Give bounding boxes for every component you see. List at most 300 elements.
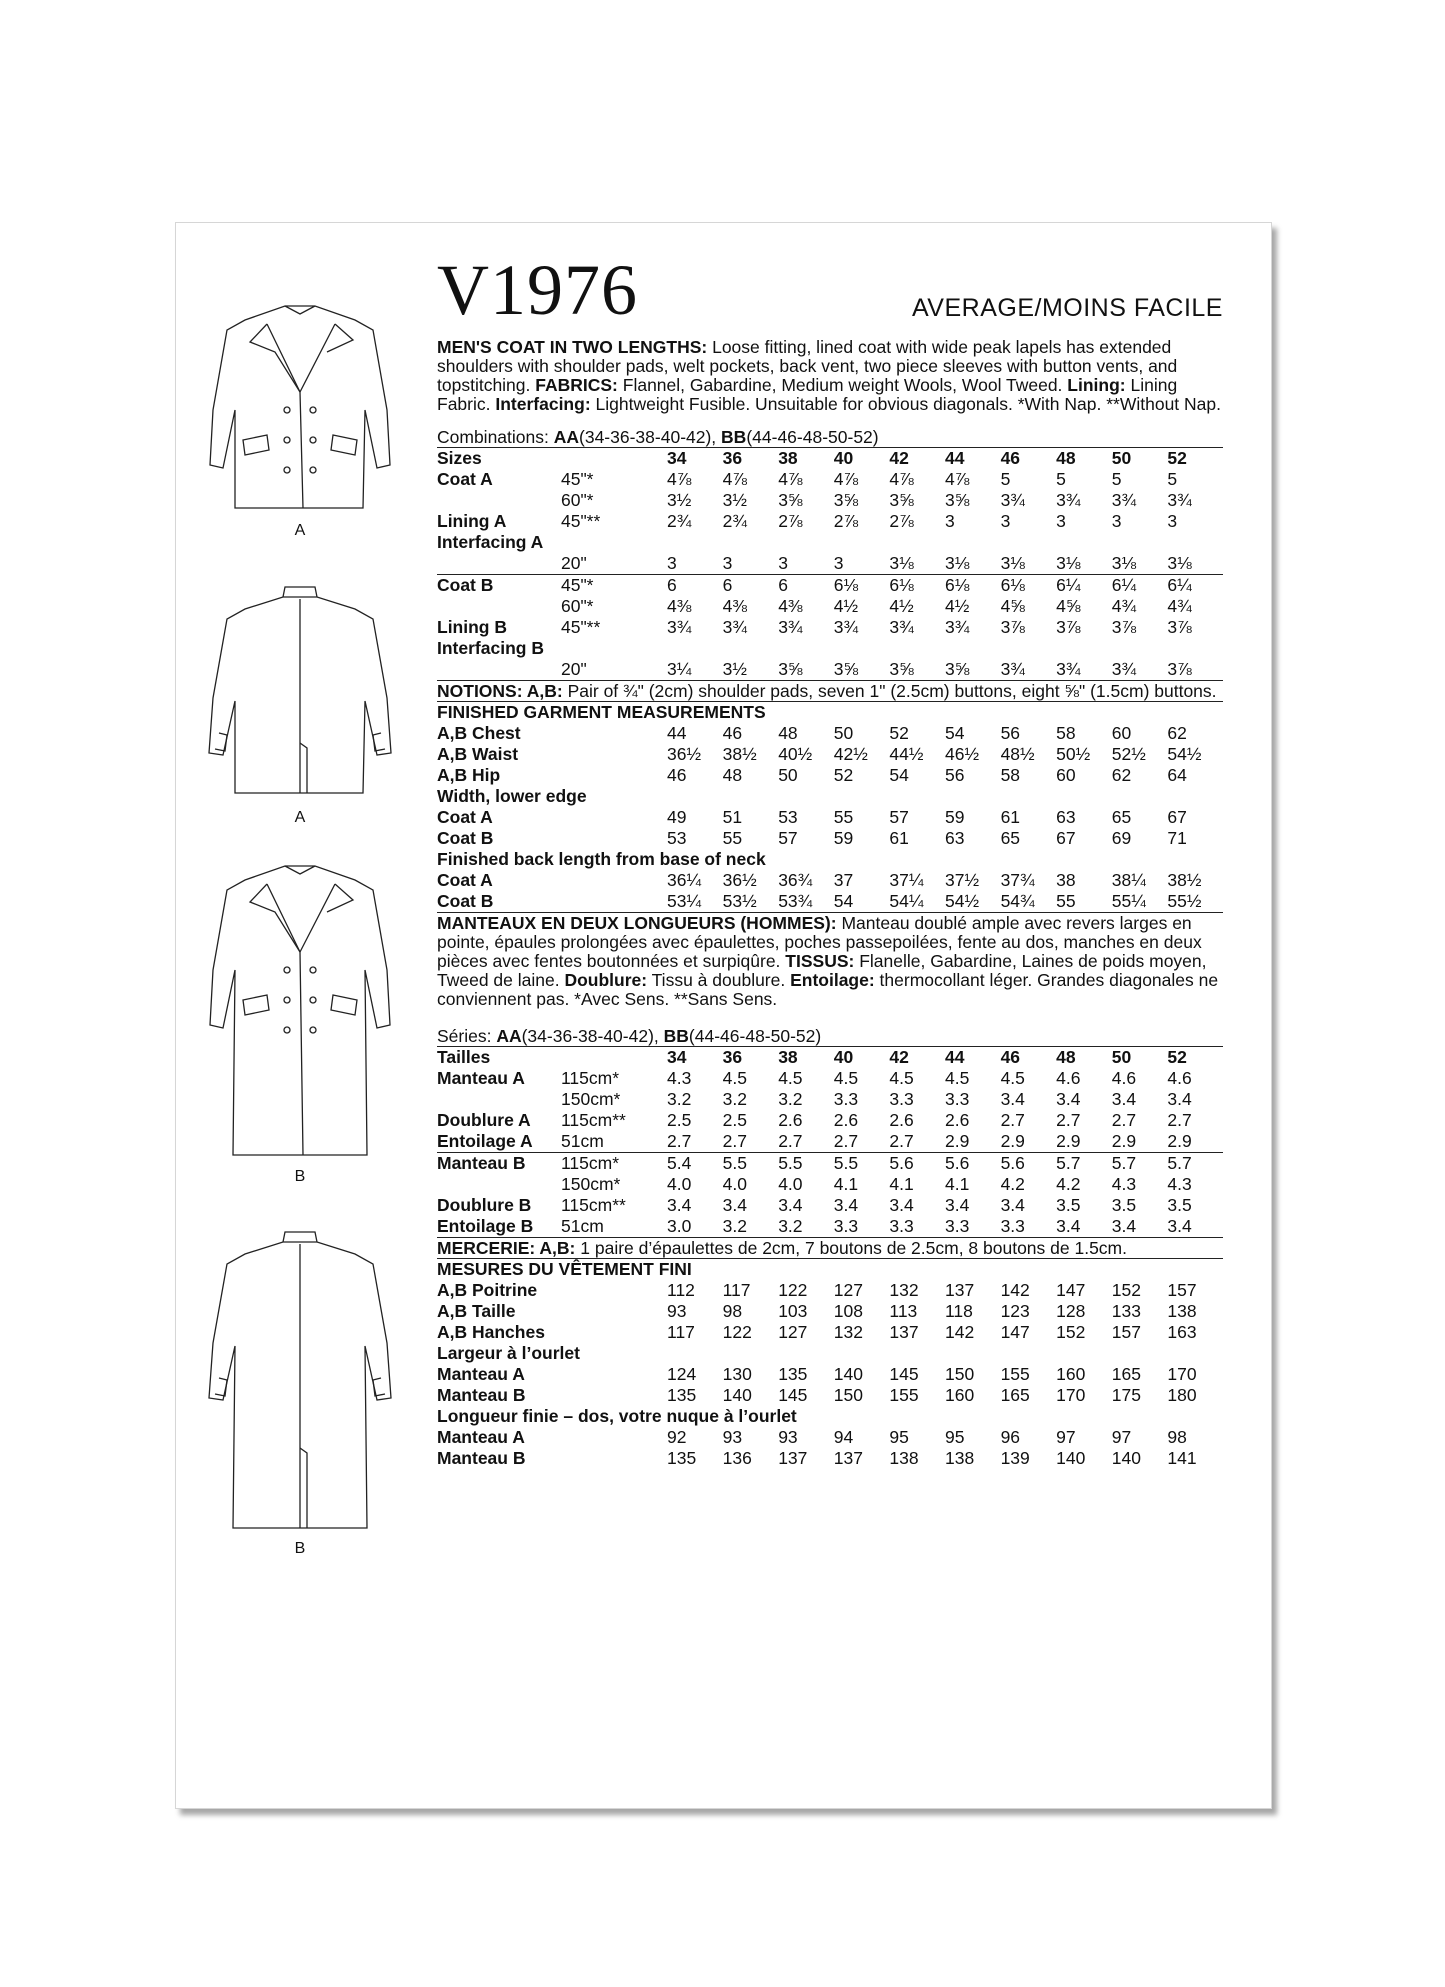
yardage-value: [778, 532, 834, 553]
measurement-value: 150: [833, 1385, 863, 1405]
fabrics-text: Flanelle, Gabardine, Laines de poids moyen, Tweed de laine.: [437, 951, 1207, 990]
yardage-value: 4⅞: [944, 469, 970, 489]
measurement-value: 55: [833, 807, 854, 827]
measurement-value: 37¼: [889, 870, 924, 890]
measurement-value: 138: [944, 1448, 975, 1468]
yardage-value: 3.5: [1167, 1195, 1192, 1215]
yardage-value: 3.2: [667, 1089, 692, 1109]
measurement-value: 133: [1111, 1301, 1141, 1321]
lining-label: Lining:: [1067, 375, 1126, 395]
fabric-width: 45"**: [561, 617, 601, 637]
row-label: Interfacing A: [437, 532, 544, 552]
finished-measurements-table-en: [437, 702, 1223, 912]
fabric-width: [561, 638, 667, 659]
measurement-label: Longueur finie – dos, votre nuque à l’ourlet: [437, 1406, 797, 1426]
yardage-value: 4⅝: [1000, 596, 1025, 616]
yardage-value: 4.0: [722, 1174, 747, 1194]
yardage-value: 4.5: [722, 1068, 747, 1088]
yardage-value: 3⅞: [1167, 617, 1192, 637]
row-label: Entoilage B: [437, 1216, 534, 1236]
measurement-row: [437, 1364, 1223, 1385]
measurement-value: 38¼: [1111, 870, 1146, 890]
measurement-value: 55: [1056, 891, 1076, 911]
yardage-value: 3⅞: [1111, 617, 1137, 637]
size-header: 46: [1000, 1047, 1021, 1067]
fabric-width: 45"*: [561, 469, 594, 489]
yardage-row: [437, 553, 1223, 575]
measurement-value: 165: [1111, 1364, 1141, 1384]
combo-label: Combinations:: [437, 427, 554, 447]
measurement-value: 160: [1056, 1364, 1086, 1384]
yardage-value: 3¾: [1000, 490, 1025, 510]
measurement-label: Manteau B: [437, 1448, 526, 1468]
yardage-value: [1167, 532, 1223, 553]
yardage-value: 3.4: [667, 1195, 692, 1215]
measurement-label: Manteau B: [437, 1385, 526, 1405]
yardage-row: [437, 1089, 1223, 1110]
yardage-value: 6: [723, 575, 779, 597]
yardage-value: 4½: [944, 596, 970, 616]
sizes-row: [437, 448, 1223, 469]
yardage-value: 3⅞: [1056, 617, 1081, 637]
measurement-value: 53: [667, 828, 687, 848]
measurement-value: 142: [944, 1322, 975, 1342]
yardage-value: 3: [833, 553, 844, 573]
yardage-value: 4.3: [667, 1068, 692, 1088]
yardage-value: 5.5: [834, 1153, 890, 1175]
yardage-value: 3.4: [889, 1195, 914, 1215]
measurement-value: 38½: [722, 744, 757, 764]
yardage-value: 3¾: [667, 617, 692, 637]
yardage-value: 2.7: [833, 1131, 859, 1151]
measurement-value: 138: [889, 1448, 919, 1468]
measurement-value: 59: [944, 807, 965, 827]
yardage-value: 6¼: [1167, 575, 1223, 597]
yardage-value: 4⅞: [833, 469, 859, 489]
measurement-value: 42½: [833, 744, 868, 764]
combo-bb: BB: [663, 1026, 689, 1046]
row-label: Manteau B: [437, 1153, 561, 1175]
desc-title: MANTEAUX EN DEUX LONGUEURS (HOMMES):: [437, 913, 837, 933]
fabric-width: 115cm**: [561, 1195, 626, 1215]
measurement-value: 52: [889, 723, 909, 743]
yardage-table-en: [437, 448, 1223, 680]
measurement-value: 46: [722, 723, 743, 743]
yardage-value: 2.9: [1111, 1131, 1137, 1151]
yardage-value: 3¾: [778, 617, 803, 637]
fabric-width: 51cm: [561, 1131, 604, 1151]
measurement-value: 38½: [1167, 870, 1202, 890]
finished-measurements-table-fr: [437, 1259, 1223, 1469]
measurement-value: 60: [1056, 765, 1076, 785]
yardage-value: 3⅝: [778, 490, 803, 510]
yardage-value: 2.6: [889, 1110, 914, 1130]
yardage-value: 3¾: [1000, 659, 1025, 679]
yardage-value: 3½: [722, 659, 747, 679]
measurement-value: 93: [778, 1427, 798, 1447]
measurement-value: 140: [1111, 1448, 1141, 1468]
size-header: 36: [722, 1047, 743, 1067]
measurement-value: 53½: [722, 891, 757, 911]
measurement-value: 65: [1111, 807, 1132, 827]
yardage-value: 4.5: [944, 1068, 970, 1088]
measurement-value: 137: [833, 1448, 863, 1468]
measurement-value: 61: [1000, 807, 1021, 827]
measurement-value: 55¼: [1111, 891, 1146, 911]
measurement-row: [437, 891, 1223, 912]
yardage-row: [437, 490, 1223, 511]
measurement-value: 40½: [778, 744, 813, 764]
measurement-value: 53¾: [778, 891, 813, 911]
fabric-width: 20": [561, 553, 587, 573]
measurement-row: [437, 723, 1223, 744]
lining-label: Doublure:: [564, 970, 648, 990]
lining-text: Lining Fabric.: [437, 375, 1178, 414]
measurement-value: 136: [722, 1448, 752, 1468]
yardage-table-fr: [437, 1047, 1223, 1237]
measurement-value: 62: [1111, 765, 1132, 785]
yardage-value: [945, 638, 1001, 659]
measurement-value: 60: [1111, 723, 1132, 743]
yardage-row: [437, 469, 1223, 490]
measurement-value: 117: [722, 1280, 751, 1300]
measurement-value: 113: [889, 1301, 918, 1321]
measurement-value: 58: [1056, 723, 1076, 743]
yardage-value: [723, 638, 779, 659]
yardage-value: 4.6: [1056, 1068, 1081, 1088]
yardage-value: 6⅛: [945, 575, 1001, 597]
measurement-value: 112: [667, 1280, 695, 1300]
yardage-value: 3⅝: [889, 490, 914, 510]
yardage-value: 4.5: [1000, 1068, 1025, 1088]
measurement-value: 163: [1167, 1322, 1197, 1342]
measurement-value: 54: [889, 765, 909, 785]
yardage-value: 2.9: [944, 1131, 970, 1151]
yardage-value: 2.7: [1111, 1110, 1137, 1130]
measurement-value: 44½: [889, 744, 924, 764]
yardage-value: [1167, 638, 1223, 659]
finished-title: FINISHED GARMENT MEASUREMENTS: [437, 702, 766, 722]
size-header: 50: [1111, 1047, 1132, 1067]
yardage-value: [1001, 532, 1057, 553]
measurement-label: A,B Waist: [437, 744, 519, 764]
yardage-value: 3.2: [722, 1216, 747, 1236]
measurement-value: 147: [1000, 1322, 1030, 1342]
measurement-row: [437, 1406, 1223, 1427]
yardage-row: [437, 1068, 1223, 1089]
measurement-value: 54: [944, 723, 965, 743]
row-label: [437, 1089, 561, 1110]
yardage-value: 3.2: [722, 1089, 747, 1109]
yardage-value: [834, 638, 890, 659]
measurement-value: 55½: [1167, 891, 1202, 911]
yardage-value: 4.1: [833, 1174, 859, 1194]
notions-label: MERCERIE: A,B:: [437, 1238, 576, 1258]
yardage-value: 4.1: [889, 1174, 914, 1194]
measurement-value: 36½: [722, 870, 757, 890]
measurement-value: 49: [667, 807, 687, 827]
notions-fr: [437, 1237, 1223, 1258]
measurement-value: 139: [1000, 1448, 1030, 1468]
yardage-row: [437, 1216, 1223, 1237]
yardage-value: 5.5: [723, 1153, 779, 1175]
combo-bb: BB: [721, 427, 747, 447]
measurement-value: 56: [944, 765, 965, 785]
fabric-width: 115cm*: [561, 1068, 620, 1088]
measurement-value: 142: [1000, 1280, 1030, 1300]
yardage-value: 3.4: [1056, 1089, 1081, 1109]
yardage-value: 2.9: [1167, 1131, 1192, 1151]
row-label: Coat B: [437, 575, 561, 597]
measurement-value: 54¾: [1000, 891, 1035, 911]
measurement-row: [437, 786, 1223, 807]
measurement-value: 152: [1111, 1280, 1141, 1300]
yardage-value: 3.4: [944, 1195, 970, 1215]
yardage-value: 4⅝: [1056, 596, 1081, 616]
measurement-row: [437, 1343, 1223, 1364]
measurement-value: 92: [667, 1427, 687, 1447]
yardage-row: [437, 575, 1223, 597]
measurement-value: 138: [1167, 1301, 1197, 1321]
measurement-value: 63: [1056, 807, 1076, 827]
yardage-value: 4.2: [1000, 1174, 1025, 1194]
yardage-value: 6: [778, 575, 834, 597]
yardage-value: 3¾: [889, 617, 914, 637]
yardage-value: 3.3: [944, 1216, 970, 1236]
measurement-value: 53¼: [667, 891, 702, 911]
yardage-value: 4.6: [1111, 1068, 1137, 1088]
measurement-value: 147: [1056, 1280, 1086, 1300]
measurement-value: 135: [667, 1448, 697, 1468]
yardage-value: 3⅝: [833, 659, 859, 679]
yardage-value: 3⅞: [1167, 659, 1192, 679]
size-header: 50: [1111, 448, 1132, 468]
measurement-row: [437, 1448, 1223, 1469]
yardage-value: 4.5: [889, 1068, 914, 1088]
yardage-value: 6⅛: [834, 575, 890, 597]
description-fr: [437, 912, 1223, 1009]
measurement-value: 108: [833, 1301, 863, 1321]
measurement-value: 65: [1000, 828, 1021, 848]
yardage-value: 4.6: [1167, 1068, 1192, 1088]
fabric-width: 45"**: [561, 511, 601, 531]
interfacing-text: thermocollant léger. Grandes diagonales ne conviennent pas. *Avec Sens. **Sans Sens.: [437, 970, 1219, 1009]
row-label: Lining A: [437, 511, 507, 531]
width-spacer: [561, 1047, 667, 1068]
measurement-value: 67: [1167, 807, 1187, 827]
yardage-value: 3.3: [1000, 1216, 1025, 1236]
measurement-value: 98: [1167, 1427, 1187, 1447]
measurement-value: 118: [944, 1301, 973, 1321]
size-header: 42: [889, 1047, 909, 1067]
yardage-value: 3¾: [1056, 659, 1081, 679]
fabrics-label: TISSUS:: [785, 951, 855, 971]
yardage-value: 2.5: [722, 1110, 747, 1130]
yardage-value: 2.6: [833, 1110, 859, 1130]
yardage-value: 3¾: [1056, 490, 1081, 510]
yardage-value: 4.2: [1056, 1174, 1081, 1194]
yardage-value: 3¾: [722, 617, 747, 637]
sizes-row: [437, 1047, 1223, 1068]
yardage-value: 2¾: [667, 511, 692, 531]
text-column: [437, 250, 1223, 1469]
yardage-value: 3.4: [1056, 1216, 1081, 1236]
yardage-value: 3.3: [889, 1089, 914, 1109]
yardage-value: 5: [1167, 469, 1178, 489]
yardage-value: 4.3: [1167, 1174, 1192, 1194]
measurement-label: Coat B: [437, 828, 494, 848]
measurement-value: 132: [889, 1280, 919, 1300]
yardage-value: 3: [1056, 511, 1066, 531]
figure-label: B: [294, 1168, 306, 1185]
size-header: 38: [778, 1047, 798, 1067]
measurement-value: 123: [1000, 1301, 1030, 1321]
measurement-label: Coat B: [437, 891, 494, 911]
measurement-row: [437, 870, 1223, 891]
measurement-value: 137: [944, 1280, 975, 1300]
measurement-value: 51: [722, 807, 743, 827]
sizes-label: Sizes: [437, 448, 482, 468]
measurement-value: 52: [833, 765, 854, 785]
yardage-value: 5.7: [1167, 1153, 1223, 1175]
size-header: 52: [1167, 448, 1187, 468]
measurement-value: 61: [889, 828, 909, 848]
yardage-value: 3¾: [1167, 490, 1192, 510]
yardage-value: 3.2: [778, 1216, 803, 1236]
yardage-value: 5: [1056, 469, 1066, 489]
yardage-value: 4¾: [1167, 596, 1192, 616]
measurement-value: 56: [1000, 723, 1021, 743]
yardage-value: 3½: [722, 490, 747, 510]
measurement-label: A,B Hip: [437, 765, 501, 785]
finished-measurements-en: [437, 701, 1223, 912]
measurement-value: 36¼: [667, 870, 702, 890]
yardage-value: 3.4: [833, 1195, 859, 1215]
yardage-value: 5: [1111, 469, 1122, 489]
measurement-value: 157: [1167, 1280, 1197, 1300]
size-header: 44: [944, 448, 965, 468]
measurement-value: 141: [1167, 1448, 1197, 1468]
measurement-value: 50: [778, 765, 798, 785]
yardage-value: 5.7: [1056, 1153, 1112, 1175]
measurement-label: A,B Hanches: [437, 1322, 545, 1342]
description-en: [437, 338, 1223, 414]
yardage-value: [889, 532, 945, 553]
measurement-label: Finished back length from base of neck: [437, 849, 766, 869]
yardage-value: [945, 532, 1001, 553]
combo-aa-sizes: (34-36-38-40-42),: [579, 427, 722, 447]
coat-a-back-drawing: [205, 583, 395, 826]
measurement-row: [437, 1427, 1223, 1448]
size-header: 38: [778, 448, 798, 468]
yardage-value: 2⅞: [889, 511, 914, 531]
measurement-label: Manteau A: [437, 1364, 525, 1384]
measurement-label: Width, lower edge: [437, 786, 587, 806]
yardage-value: 3¾: [944, 617, 970, 637]
yardage-value: 3⅝: [944, 659, 970, 679]
row-label: [437, 490, 561, 511]
yardage-value: 3.4: [1000, 1195, 1025, 1215]
measurement-value: 137: [778, 1448, 808, 1468]
combo-aa-sizes: (34-36-38-40-42),: [521, 1026, 664, 1046]
yardage-value: 5.4: [667, 1153, 723, 1175]
measurement-value: 55: [722, 828, 743, 848]
coat-b-front-drawing: [205, 860, 395, 1185]
measurement-value: 140: [833, 1364, 863, 1384]
yardage-value: 3⅝: [889, 659, 914, 679]
measurement-value: 135: [667, 1385, 697, 1405]
yardage-value: 3.4: [1000, 1089, 1025, 1109]
yardage-value: 2⅞: [778, 511, 803, 531]
measurement-value: 128: [1056, 1301, 1086, 1321]
measurement-value: 155: [889, 1385, 919, 1405]
interfacing-text: Lightweight Fusible. Unsuitable for obvious diagonals. *With Nap. **Without Nap.: [590, 394, 1221, 414]
yardage-value: [778, 638, 834, 659]
measurement-value: 150: [944, 1364, 975, 1384]
measurement-value: 140: [722, 1385, 752, 1405]
yardage-value: 2¾: [722, 511, 747, 531]
yardage-value: 3.4: [1111, 1089, 1137, 1109]
row-label: Doublure A: [437, 1110, 531, 1130]
measurement-value: 175: [1111, 1385, 1141, 1405]
yardage-value: 4.1: [944, 1174, 970, 1194]
yardage-value: [889, 638, 945, 659]
size-header: 40: [833, 448, 854, 468]
row-label: Doublure B: [437, 1195, 532, 1215]
fabric-width: 150cm*: [561, 1174, 621, 1194]
yardage-value: 2.7: [1056, 1110, 1081, 1130]
yardage-row: [437, 1174, 1223, 1195]
measurement-value: 160: [944, 1385, 975, 1405]
lining-text: Tissu à doublure.: [647, 970, 791, 990]
measurement-value: 95: [889, 1427, 909, 1447]
measurement-value: 135: [778, 1364, 808, 1384]
measurement-value: 93: [722, 1427, 743, 1447]
yardage-value: 3.5: [1056, 1195, 1081, 1215]
measurement-value: 54¼: [889, 891, 924, 911]
yardage-value: 5.6: [945, 1153, 1001, 1175]
measurement-value: 36¾: [778, 870, 813, 890]
measurement-value: 50: [833, 723, 854, 743]
yardage-value: 3⅛: [944, 553, 970, 573]
measurement-value: 145: [778, 1385, 808, 1405]
yardage-value: 6⅛: [889, 575, 945, 597]
measurement-label: A,B Taille: [437, 1301, 516, 1321]
size-header: 34: [667, 1047, 687, 1067]
measurement-value: 98: [722, 1301, 743, 1321]
yardage-value: 2.7: [667, 1131, 692, 1151]
measurement-value: 117: [667, 1322, 695, 1342]
measurement-value: 64: [1167, 765, 1187, 785]
yardage-value: 2.7: [889, 1131, 914, 1151]
measurement-value: 46½: [944, 744, 980, 764]
figure-label: A: [294, 809, 306, 826]
row-label: Entoilage A: [437, 1131, 533, 1151]
size-header: 34: [667, 448, 687, 468]
yardage-value: 4⅞: [889, 469, 914, 489]
fabric-width: 115cm*: [561, 1153, 667, 1175]
size-header: 44: [944, 1047, 965, 1067]
yardage-value: 2.6: [778, 1110, 803, 1130]
yardage-value: 2.7: [722, 1131, 747, 1151]
row-label: Interfacing B: [437, 638, 544, 658]
measurement-value: 127: [778, 1322, 808, 1342]
yardage-value: 3¼: [667, 659, 692, 679]
fabric-width: [561, 532, 667, 553]
yardage-value: 4⅜: [722, 596, 747, 616]
yardage-value: 4½: [833, 596, 859, 616]
measurement-value: 46: [667, 765, 687, 785]
